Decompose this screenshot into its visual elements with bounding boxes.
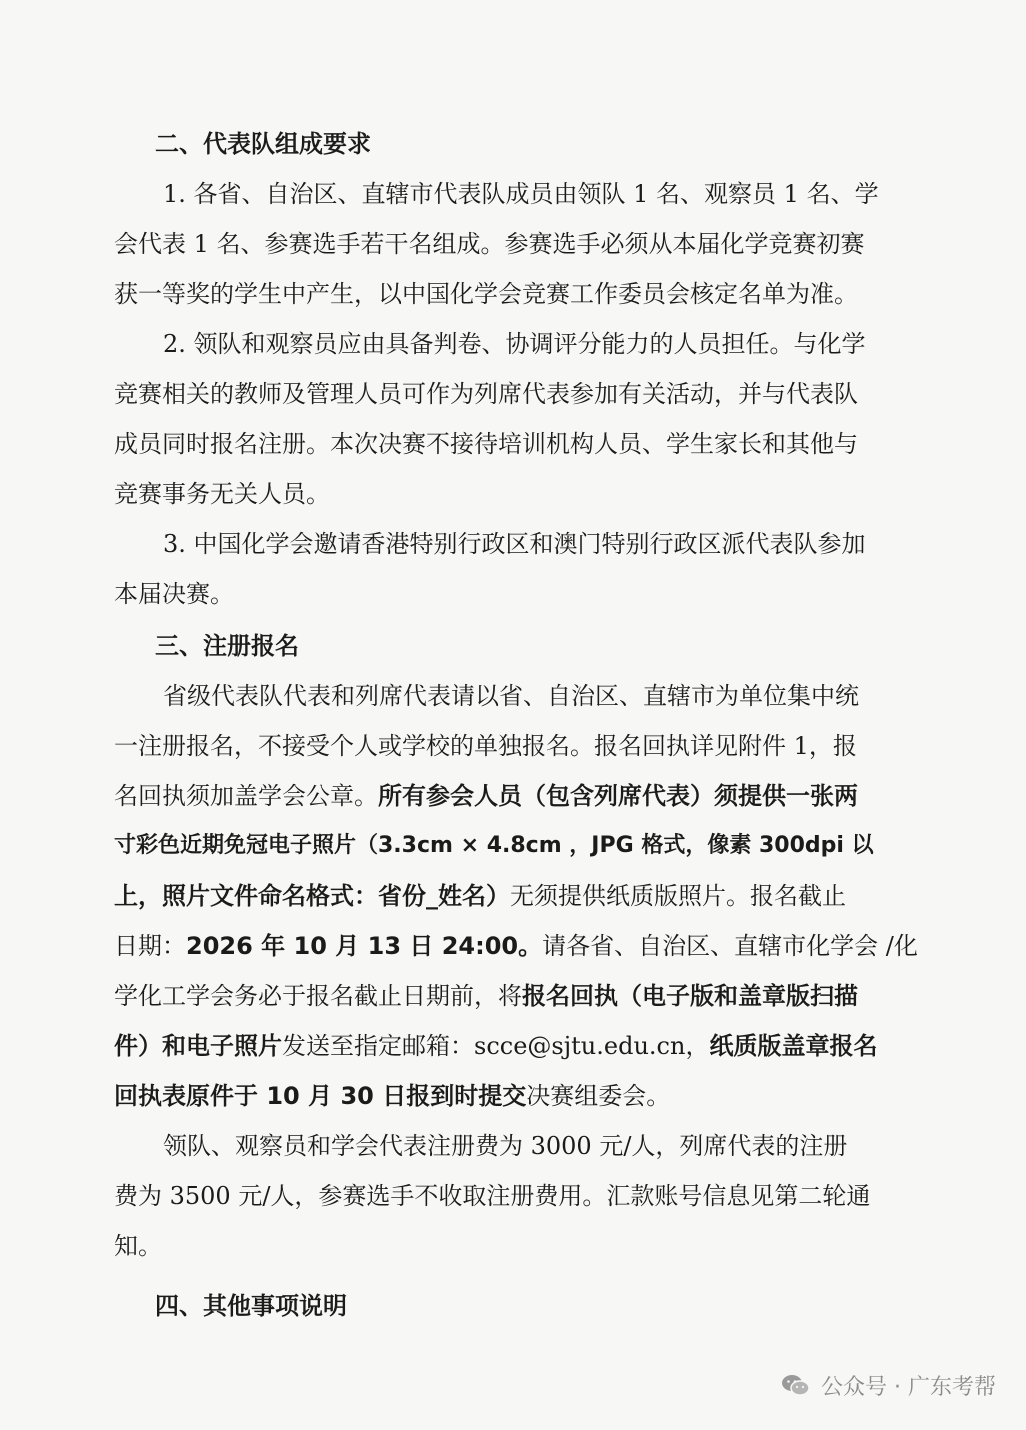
paragraph-line: 领队、观察员和学会代表注册费为 3000 元/人，列席代表的注册	[163, 1132, 848, 1160]
paragraph-line: 一注册报名，不接受个人或学校的单独报名。报名回执详见附件 1，报	[114, 732, 857, 760]
text-normal: 决赛组委会。	[526, 1082, 671, 1110]
text-bold: 上，照片文件命名格式：省份_姓名）	[114, 882, 510, 910]
section-heading-team: 二、代表队组成要求	[155, 130, 371, 158]
paragraph-line: 2. 领队和观察员应由具备判卷、协调评分能力的人员担任。与化学	[163, 330, 866, 358]
watermark	[781, 1370, 996, 1401]
text-bold: 件）和电子照片	[114, 1032, 282, 1060]
paragraph-line	[114, 980, 858, 1012]
paragraph-line: 省级代表队代表和列席代表请以省、自治区、直辖市为单位集中统	[163, 682, 859, 710]
text-bold: 纸质版盖章报名	[709, 1032, 878, 1060]
paragraph-line: 1. 各省、自治区、直辖市代表队成员由领队 1 名、观察员 1 名、学	[163, 180, 879, 208]
wechat-icon	[781, 1373, 811, 1399]
paragraph-line: 知。	[114, 1232, 162, 1260]
text-normal: 名回执须加盖学会公章。	[114, 782, 378, 810]
text-normal: 日期：	[114, 932, 186, 960]
paragraph-line	[114, 780, 858, 812]
watermark-text: 公众号 · 广东考帮	[821, 1375, 996, 1400]
paragraph-line	[114, 1080, 670, 1112]
text-normal: 发送至指定邮箱：scce@sjtu.edu.cn，	[282, 1032, 710, 1060]
paragraph-line	[114, 880, 846, 912]
text-bold: 所有参会人员（包含列席代表）须提供一张两	[378, 782, 858, 810]
paragraph-line-bold: 寸彩色近期免冠电子照片（3.3cm × 4.8cm ，JPG 格式，像素 300dpi 以	[114, 833, 874, 858]
paragraph-line	[114, 1030, 877, 1062]
text-normal: 学化工学会务必于报名截止日期前，将	[114, 982, 522, 1010]
paragraph-line	[114, 930, 918, 962]
paragraph-line: 会代表 1 名、参赛选手若干名组成。参赛选手必须从本届化学竞赛初赛	[114, 230, 865, 258]
text-normal: 请各省、自治区、直辖市化学会 /化	[542, 932, 918, 960]
paragraph-line: 竞赛事务无关人员。	[114, 480, 330, 508]
paragraph-line: 竞赛相关的教师及管理人员可作为列席代表参加有关活动，并与代表队	[114, 380, 858, 408]
section-heading-other: 四、其他事项说明	[155, 1292, 347, 1320]
text-bold: 报名回执（电子版和盖章版扫描	[522, 982, 858, 1010]
text-normal: 无须提供纸质版照片。报名截止	[510, 882, 846, 910]
text-bold: 回执表原件于 10 月 30 日报到时提交	[114, 1082, 527, 1110]
text-bold: 2026 年 10 月 13 日 24:00。	[186, 932, 543, 960]
section-heading-registration: 三、注册报名	[155, 632, 299, 660]
paragraph-line: 获一等奖的学生中产生，以中国化学会竞赛工作委员会核定名单为准。	[114, 280, 858, 308]
paragraph-line: 3. 中国化学会邀请香港特别行政区和澳门特别行政区派代表队参加	[163, 530, 866, 558]
paragraph-line: 成员同时报名注册。本次决赛不接待培训机构人员、学生家长和其他与	[114, 430, 858, 458]
paragraph-line: 本届决赛。	[114, 580, 234, 608]
paragraph-line: 费为 3500 元/人，参赛选手不收取注册费用。汇款账号信息见第二轮通	[114, 1182, 871, 1210]
